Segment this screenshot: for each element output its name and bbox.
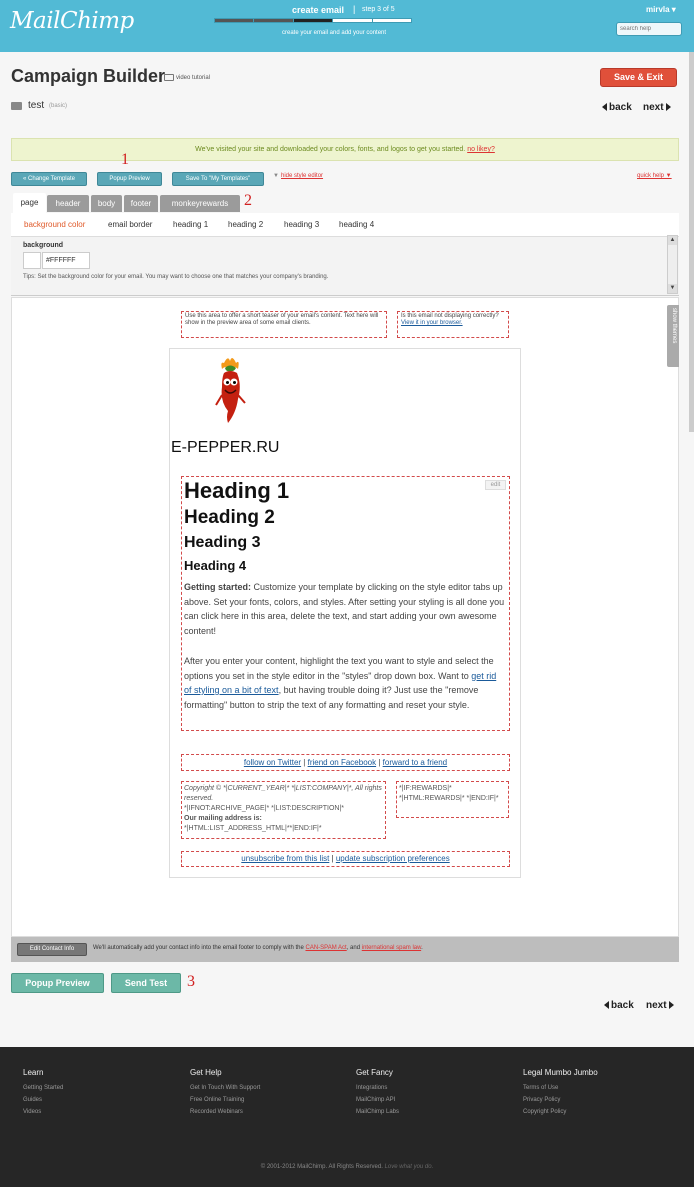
hide-style-editor-link[interactable]: hide style editor: [281, 173, 324, 179]
subtab-heading-2[interactable]: heading 2: [228, 220, 264, 229]
styling-link[interactable]: get rid of styling on a bit of text: [184, 670, 497, 695]
tab-footer[interactable]: footer: [124, 195, 158, 212]
search-help-input[interactable]: [616, 22, 682, 36]
back-label: back: [609, 102, 632, 113]
save-to-my-templates-button[interactable]: Save To "My Templates": [172, 172, 264, 186]
next-label: next: [646, 1000, 667, 1011]
footer-link-labs[interactable]: MailChimp Labs: [356, 1109, 400, 1115]
forward-link[interactable]: forward to a friend: [382, 758, 448, 767]
contact-text-mid: , and: [346, 945, 361, 951]
subtab-heading-3[interactable]: heading 3: [284, 220, 320, 229]
footer-copyright-block[interactable]: [181, 781, 386, 839]
step-progress-bar: [214, 18, 412, 23]
footer-tagline: Love what you do.: [384, 1164, 434, 1170]
footer-link-videos[interactable]: Videos: [23, 1109, 42, 1115]
change-template-button[interactable]: « Change Template: [11, 172, 87, 186]
progress-step-2: [254, 19, 293, 22]
triangle-down-icon: ▼: [273, 173, 279, 179]
footer-link-webinars[interactable]: Recorded Webinars: [190, 1109, 243, 1115]
footer-copyright: [0, 1164, 694, 1170]
brand-name: E-PEPPER.RU: [171, 439, 280, 456]
footer-link-integrations[interactable]: Integrations: [356, 1085, 388, 1091]
color-swatch[interactable]: [23, 252, 41, 269]
annotation-1: 1: [121, 151, 129, 168]
progress-step-4: [333, 19, 372, 22]
not-displaying-text: Is this email not displaying correctly?: [401, 313, 499, 319]
mailing-address-label: Our mailing address is:: [184, 815, 262, 822]
footer-heading-learn: Learn: [23, 1068, 44, 1077]
edit-button[interactable]: edit: [485, 480, 506, 490]
subtab-background-color[interactable]: background color: [24, 220, 86, 229]
video-tutorial-link[interactable]: video tutorial: [176, 75, 211, 81]
footer-link-training[interactable]: Free Online Training: [190, 1097, 245, 1103]
view-in-browser-link[interactable]: View it in your browser.: [401, 320, 463, 326]
footer-heading-get-help: Get Help: [190, 1068, 222, 1077]
step-separator: |: [353, 4, 356, 14]
campaign-type: (basic): [49, 103, 68, 109]
back-link-top[interactable]: [602, 102, 632, 113]
envelope-icon: [11, 102, 22, 110]
page-scrollbar[interactable]: [689, 52, 694, 432]
next-link-top[interactable]: [643, 102, 671, 113]
style-panel-scrollbar[interactable]: [667, 235, 678, 294]
step-subtitle: create your email and add your content: [282, 30, 387, 36]
rewards-block[interactable]: *|IF:REWARDS|* *|HTML:REWARDS|* *|END:IF|*: [396, 781, 509, 818]
send-test-button[interactable]: Send Test: [111, 973, 181, 993]
footer-link-privacy[interactable]: Privacy Policy: [523, 1097, 561, 1103]
footer-heading-get-fancy: Get Fancy: [356, 1068, 393, 1077]
paragraph-2-text-b: , but having trouble doing it? Just use the "remove formatting" button to strip the text of any formatting and reset your style.: [184, 685, 479, 710]
footer-link-terms[interactable]: Terms of Use: [523, 1085, 559, 1091]
contact-info-text: [93, 945, 423, 951]
popup-preview-button-small[interactable]: Popup Preview: [97, 172, 162, 186]
next-arrow-icon: [669, 1001, 674, 1009]
progress-step-3: [294, 19, 333, 22]
paragraph-1-text: Customize your template by clicking on the style editor tabs up above. Set your fonts, colors, and styles. After setting your styling is all done you can click here in this area, delete the text, and start adding your own awesome content!: [184, 582, 505, 636]
style-tips: Tips: Set the background color for your email. You may want to choose one that matches your company's branding.: [23, 274, 329, 280]
next-arrow-icon: [666, 103, 671, 111]
page-title: Campaign Builder: [11, 66, 166, 86]
next-label: next: [643, 102, 664, 113]
mailchimp-logo[interactable]: MailChimp: [10, 8, 134, 34]
twitter-link[interactable]: follow on Twitter: [243, 758, 302, 767]
mailing-address: *|HTML:LIST_ADDRESS_HTML|**|END:IF|*: [184, 825, 322, 832]
footer-link-copyright[interactable]: Copyright Policy: [523, 1109, 567, 1115]
back-arrow-icon: [602, 103, 607, 111]
unsubscribe-link[interactable]: unsubscribe from this list: [241, 854, 330, 863]
annotation-3: 3: [187, 973, 195, 990]
copyright-text: Copyright © *|CURRENT_YEAR|* *|LIST:COMPANY|*, All rights reserved.: [184, 785, 382, 802]
background-label: background: [23, 242, 64, 249]
pepper-logo-icon: [210, 355, 250, 430]
progress-step-5: [373, 19, 411, 22]
body-paragraph-2: [184, 654, 506, 712]
preheader-teaser[interactable]: Use this area to offer a short teaser of your email's content. Text here will show in the preview area of some email clients.: [181, 311, 387, 338]
annotation-2: 2: [244, 192, 252, 209]
heading-1: Heading 1: [184, 478, 290, 503]
footer-copyright-text: © 2001-2012 MailChimp. All Rights Reserved.: [260, 1164, 383, 1170]
popup-preview-button[interactable]: Popup Preview: [11, 973, 104, 993]
back-label: back: [611, 1000, 634, 1011]
footer-link-support[interactable]: Get In Touch With Support: [190, 1085, 261, 1091]
social-links: follow on Twitter | friend on Facebook | forward to a friend: [181, 754, 510, 771]
footer-link-api[interactable]: MailChimp API: [356, 1097, 396, 1103]
user-menu[interactable]: mirvla ▾: [646, 5, 676, 14]
show-themes-label: show themes: [671, 308, 677, 344]
save-exit-button[interactable]: Save & Exit: [600, 68, 677, 87]
contact-text-main: We'll automatically add your contact info into the email footer to comply with the: [93, 945, 304, 951]
can-spam-link[interactable]: CAN-SPAM Act: [305, 945, 347, 951]
tab-header[interactable]: header: [47, 195, 89, 212]
back-link-bottom[interactable]: [604, 1000, 634, 1011]
background-color-input[interactable]: [42, 252, 90, 269]
style-subtabs: [11, 213, 679, 237]
tab-page[interactable]: page: [13, 193, 46, 213]
contact-text-end: .: [421, 945, 423, 951]
tab-body[interactable]: body: [91, 195, 122, 212]
heading-2: Heading 2: [184, 507, 275, 528]
step-title: create email: [292, 5, 345, 15]
update-preferences-link[interactable]: update subscription preferences: [335, 854, 450, 863]
scroll-down-icon[interactable]: ▼: [669, 285, 676, 291]
getting-started-label: Getting started:: [184, 582, 252, 592]
footer-link-getting-started[interactable]: Getting Started: [23, 1085, 64, 1091]
subtab-heading-4[interactable]: heading 4: [339, 220, 375, 229]
next-link-bottom[interactable]: [646, 1000, 674, 1011]
scroll-up-icon[interactable]: ▲: [669, 237, 676, 243]
heading-4: Heading 4: [184, 558, 247, 573]
step-label: step 3 of 5: [362, 6, 395, 13]
style-panel: [11, 237, 679, 296]
edit-contact-info-button[interactable]: Edit Contact Info: [17, 943, 87, 956]
unsubscribe-block: unsubscribe from this list | update subscription preferences: [181, 851, 510, 867]
notice-text: We've visited your site and downloaded your colors, fonts, and logos to get you started.: [195, 146, 466, 153]
no-likey-link[interactable]: no likey?: [467, 146, 495, 153]
subtab-heading-1[interactable]: heading 1: [173, 220, 209, 229]
heading-3: Heading 3: [184, 534, 261, 551]
body-paragraph-1: [184, 580, 506, 638]
facebook-link[interactable]: friend on Facebook: [307, 758, 377, 767]
footer-heading-legal: Legal Mumbo Jumbo: [523, 1068, 598, 1077]
style-editor-tabs: [11, 193, 679, 213]
subtab-email-border[interactable]: email border: [108, 220, 153, 229]
back-arrow-icon: [604, 1001, 609, 1009]
monitor-icon: [164, 74, 174, 81]
progress-step-1: [215, 19, 254, 22]
paragraph-2-text-a: After you enter your content, highlight the text you want to style and select the options you set in the style editor in the "styles" drop down box. Want to: [184, 656, 494, 681]
quick-help-link[interactable]: quick help ▼: [637, 173, 672, 179]
view-in-browser-block[interactable]: [397, 311, 509, 338]
campaign-name: test: [28, 100, 45, 111]
show-themes-tab[interactable]: [667, 305, 679, 367]
tab-monkeyrewards[interactable]: monkeyrewards: [160, 195, 240, 212]
notice-banner: [11, 138, 679, 161]
archive-description: *|IFNOT:ARCHIVE_PAGE|* *|LIST:DESCRIPTION|*: [184, 805, 345, 812]
spam-law-link[interactable]: international spam law: [361, 945, 422, 951]
footer-link-guides[interactable]: Guides: [23, 1097, 43, 1103]
